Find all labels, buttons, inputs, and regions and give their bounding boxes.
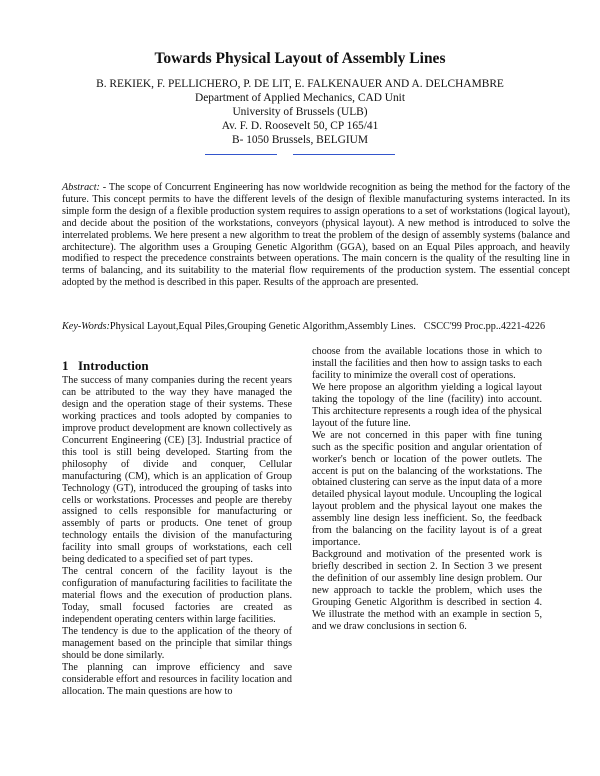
- paragraph: The planning can improve efficiency and save considerable effort and resources in facility location and allocation. The main questions are how to: [62, 661, 292, 697]
- paragraph: The success of many companies during the recent years can be attributed to the way they have managed the design and the operation stage of their systems. These working practices and tools adopted by companies to improve product development are known collectively as Concurrent Engineering (CE) [3]. Industrial practice of this tool is still being developed. Starting from the philosophy of divide and conquer, Cellular manufacturing (CM), which is an application of Group Technology (GT), introduced the grouping of tasks into cells or workstations. Processes and people are thereby assigned to cells responsible for manufacturing or assembly of parts or products. One tenet of group technology entails the division of the manufacturing facility into small groups of workstations, each cell being dedicated to a specified set of part types.: [62, 375, 292, 566]
- contact-links: [205, 154, 395, 156]
- keywords: [62, 321, 582, 332]
- paragraph: The central concern of the facility layout is the configuration of manufacturing facilities to facilitate the material flows and the execution of production plans. Today, small focused factories are created as independent operating centers within large facilities.: [62, 566, 292, 626]
- paragraph: We are not concerned in this paper with fine tuning such as the specific position and angular orientation of worker's bench or location of the power outlets. The accent is put on the balancing of the workstations. The obtained clustering can serve as the input data of a more detailed physical layout module. Uncoupling the logical layout problem and the physical layout one makes the assembly line design less inefficient. So, the feedback from the balancing on the facility layout is of a great importance.: [312, 429, 542, 549]
- keywords-text: Physical Layout,Equal Piles,Grouping Genetic Algorithm,Assembly Lines.: [109, 321, 416, 332]
- email-link-underline[interactable]: [205, 154, 277, 155]
- paragraph: choose from the available locations those in which to install the facilities and then how to assign tasks to each facility to minimize the overall cost of operations.: [312, 346, 542, 381]
- web-link-underline[interactable]: [293, 154, 395, 155]
- affiliation-line: B- 1050 Brussels, BELGIUM: [231, 134, 369, 146]
- right-column: [312, 346, 542, 633]
- author-block: [0, 77, 600, 147]
- left-column: [62, 346, 292, 698]
- keywords-label: Key-Words:: [62, 321, 110, 332]
- citation: CSCC'99 Proc.pp..4221-4226: [423, 321, 546, 332]
- paragraph: We here propose an algorithm yielding a logical layout taking the topology of the line (facility) into account. This architecture represents a rough idea of the physical layout of the future line.: [312, 381, 542, 429]
- authors: B. REKIEK, F. PELLICHERO, P. DE LIT, E. FALKENAUER AND A. DELCHAMBRE: [96, 78, 504, 90]
- affiliation-line: Av. F. D. Roosevelt 50, CP 165/41: [221, 120, 379, 132]
- paragraph: The tendency is due to the application of the theory of management based on the principle that similar things should be done similarly.: [62, 626, 292, 661]
- abstract-label: Abstract:: [62, 182, 100, 193]
- affiliation-line: Department of Applied Mechanics, CAD Unit: [194, 92, 406, 104]
- abstract-text: - The scope of Concurrent Engineering has now worldwide recognition as being the method for the factory of the future. This concept permits to have the different levels of the design of flexible manufacturing systems interacted. In its simple form the design of a flexible production system requires to assign operations to a set of workstations (logical layout), and decide about the position of the workstations, conveyors (physical layout). A new method is introduced to solve the interrelated problems. We here present a new algorithm to treat the problem of the design of assembly systems (balance and architecture). The algorithm uses a Grouping Genetic Algorithm (GGA), based on an Equal Piles approach, and heavily modified to respect the precedence constraints between operations. The main concern is the quality of the resulting line in terms of balancing, and its suitability to the material flow requirements of the production system. The essential concept adopted by the method is described in this paper. Results of the approach are presented.: [62, 182, 570, 289]
- paper-title: Towards Physical Layout of Assembly Lines: [154, 50, 446, 67]
- section-number: 1: [62, 358, 69, 373]
- abstract: [62, 182, 570, 289]
- section-title: Introduction: [78, 358, 149, 373]
- paragraph: Background and motivation of the presented work is briefly described in section 2. In Section 3 we present the definition of our assembly line design problem. Our new approach to tackle the problem, which uses the Grouping Genetic Algorithm is described in section 4. We illustrate the method with an example in section 5, and we draw conclusions in section 6.: [312, 549, 542, 632]
- section-heading: [62, 359, 292, 373]
- affiliation-line: University of Brussels (ULB): [232, 106, 368, 118]
